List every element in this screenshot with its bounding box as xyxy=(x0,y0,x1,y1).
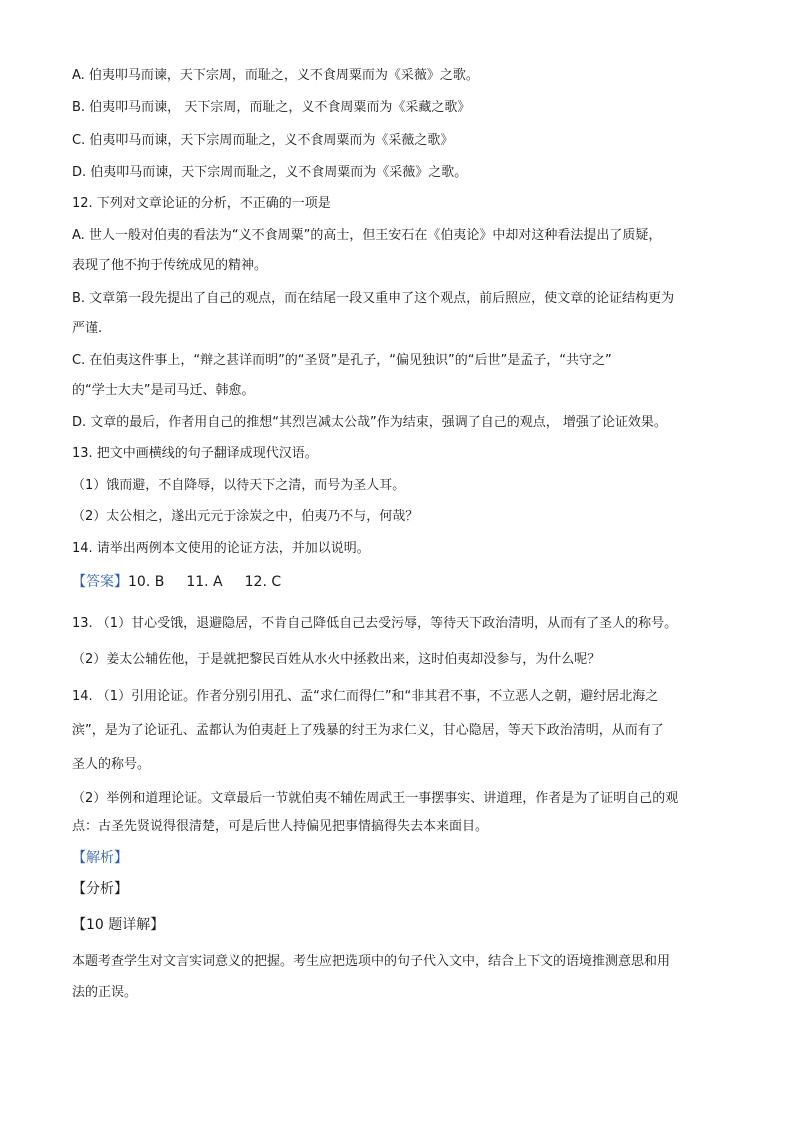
q10-detail-line1: 本题考查学生对文言实词意义的把握。考生应把选项中的句子代入文中，结合上下文的语境推测意思和用 xyxy=(72,954,671,969)
q13-item-2: （2）太公相之，遂出元元于涂炭之中，伯夷乃不与，何哉？ xyxy=(72,509,419,524)
q12-option-a-line1: A. 世人一般对伯夷的看法为“义不食周粟”的高士，但王安石在《伯夷论》中却对这种看法提出了质疑， xyxy=(72,228,662,243)
answer-summary-row xyxy=(72,573,281,591)
q12-option-d: D. 文章的最后，作者用自己的推想“其烈岂减太公哉”作为结束，强调了自己的观点， 增强了论证效果。 xyxy=(72,415,667,430)
q11-option-c: C. 伯夷叩马而谏，天下宗周而耻之，义不食周粟而为《采薇之歌》 xyxy=(72,133,454,148)
analysis-label: 【解析】 xyxy=(72,850,128,866)
answer-14-part1-line2: 滨”，是为了论证孔、孟都认为伯夷赶上了残暴的纣王为求仁义，甘心隐居，等天下政治清明，从而有了 xyxy=(72,723,664,738)
q10-detail-label: 【10 题详解】 xyxy=(72,917,165,933)
answer-14-part2-line1: （2）举例和道理论证。文章最后一节就伯夷不辅佐周武王一事摆事实、讲道理，作者是为了证明自己的观 xyxy=(72,791,679,806)
q12-option-b-line1: B. 文章第一段先提出了自己的观点，而在结尾一段又重申了这个观点，前后照应，使文章的论证结构更为 xyxy=(72,291,675,306)
q11-option-b: B. 伯夷叩马而谏， 天下宗周，而耻之，义不食周粟而为《采藏之歌》 xyxy=(72,100,471,115)
q13-item-1: （1）饿而避，不自降辱，以待天下之清，而号为圣人耳。 xyxy=(72,478,406,493)
q12-option-b-line2: 严谨. xyxy=(72,321,103,336)
answer-11: 11. A xyxy=(186,574,223,590)
q12-option-a-line2: 表现了他不拘于传统成见的精神。 xyxy=(72,258,268,273)
answer-14-part2-line2: 点：古圣先贤说得很清楚，可是后世人持偏见把事情搞得失去本来面目。 xyxy=(72,819,489,834)
answer-10: 10. B xyxy=(128,574,165,590)
answer-14-part1-line1: 14. （1）引用论证。作者分别引用孔、孟“求仁而得仁”和“非其君不事，不立恶人之朝，避纣居北海之 xyxy=(72,689,659,704)
answer-14-part1-line3: 圣人的称号。 xyxy=(72,757,151,772)
q11-option-a: A. 伯夷叩马而谏，天下宗周，而耻之，义不食周粟而为《采薇》之歌。 xyxy=(72,68,479,83)
q12-option-c-line2: 的“学士大夫”是司马迁、韩愈。 xyxy=(72,383,255,398)
fenxi-label: 【分析】 xyxy=(72,881,128,897)
q11-option-d: D. 伯夷叩马而谏，天下宗周而耻之，义不食周粟而为《采薇》之歌。 xyxy=(72,165,468,180)
answer-13-line1: 13. （1）甘心受饿，退避隐居，不肯自己降低自己去受污辱，等待天下政治清明，从而有了圣人的称号。 xyxy=(72,616,678,631)
answer-12: 12. C xyxy=(244,574,282,590)
answer-label: 【答案】 xyxy=(72,574,128,590)
answer-13-line2: （2）姜太公辅佐他，于是就把黎民百姓从水火中拯救出来，这时伯夷却没参与，为什么呢？ xyxy=(72,652,601,667)
q12-option-c-line1: C. 在伯夷这件事上，“辩之甚详而明”的“圣贤”是孔子，“偏见独识”的“后世”是孟子，“共守之” xyxy=(72,353,612,368)
q13-stem: 13. 把文中画横线的句子翻译成现代汉语。 xyxy=(72,446,318,461)
q14-stem: 14. 请举出两例本文使用的论证方法，并加以说明。 xyxy=(72,541,370,556)
q10-detail-line2: 法的正误。 xyxy=(72,985,138,1000)
q12-stem: 12. 下列对文章论证的分析，不正确的一项是 xyxy=(72,196,331,211)
